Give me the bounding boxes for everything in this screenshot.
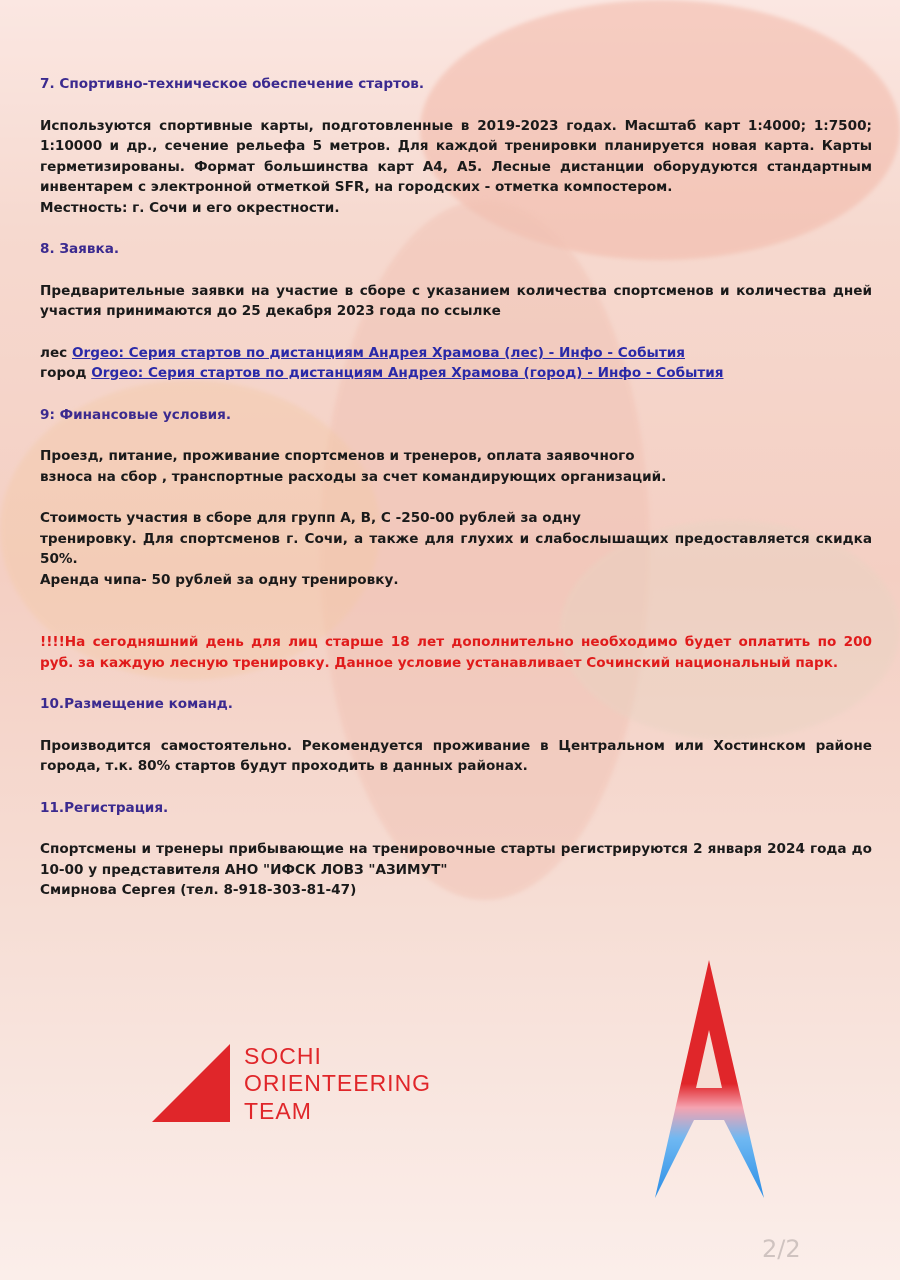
logo-line3: TEAM (244, 1098, 312, 1124)
section9-text1-line1: Проезд, питание, проживание спортсменов и тренеров, оплата заявочного (40, 448, 635, 464)
azimut-a-logo-icon (652, 960, 767, 1200)
section7-heading: 7. Спортивно-техническое обеспечение стартов. (40, 76, 425, 92)
section10-heading: 10.Размещение команд. (40, 696, 233, 712)
forest-prefix: лес (40, 344, 68, 361)
section11-contact: Смирнова Сергея (тел. 8-918-303-81-47) (40, 882, 357, 898)
section8-text: Предварительные заявки на участие в сборе с указанием количества спортсменов и количества дней участия принимаются до 25 декабря 2023 года по ссылке (40, 282, 872, 319)
section7-text: Используются спортивные карты, подготовленные в 2019-2023 годах. Масштаб карт 1:4000; 1:7500; 1:10000 и др., сечение рельефа 5 метров. Для каждой тренировки планируется новая карта. Карты герметизированы. Формат большинства карт А4, А5. Лесные дистанции оборудуются стандартным инвентарем с электронной отметкой SFR, на городских - отметка компостером. (40, 117, 872, 195)
forest-link-line (40, 343, 872, 364)
section9-chip: Аренда чипа- 50 рублей за одну тренировку. (40, 571, 399, 588)
logo-line2: ORIENTEERING (244, 1070, 432, 1096)
sochi-orienteering-logo (152, 1042, 472, 1132)
section11-text: Спортсмены и тренеры прибывающие на тренировочные старты регистрируются 2 января 2024 года до 10-00 у представителя АНО "ИФСК ЛОВЗ "АЗИМУТ" (40, 841, 872, 878)
forest-registration-link[interactable]: Orgeo: Серия стартов по дистанциям Андрея Храмова (лес) - Инфо - События (71, 344, 685, 361)
section7-terrain: Местность: г. Сочи и его окрестности. (40, 199, 340, 216)
national-park-warning: !!!!На сегодняшний день для лиц старше 18 лет дополнительно необходимо будет оплатить по 200 руб. за каждую лесную тренировку. Данное условие устанавливает Сочинский национальный парк. (40, 634, 872, 671)
logo-line1: SOCHI (244, 1043, 322, 1069)
city-link-line (40, 363, 872, 384)
section9-text2-line1: Стоимость участия в сборе для групп А, В, С -250-00 рублей за одну (40, 510, 581, 526)
section9-text1-line2: взноса на сбор , транспортные расходы за счет командирующих организаций. (40, 468, 667, 485)
section11-heading: 11.Регистрация. (40, 799, 169, 816)
city-registration-link[interactable]: Orgeo: Серия стартов по дистанциям Андрея Храмова (город) - Инфо - События (91, 365, 724, 381)
section8-heading: 8. Заявка. (40, 241, 120, 257)
section10-text: Производится самостоятельно. Рекомендуется проживание в Центральном или Хостинском районе города, т.к. 80% стартов будут проходить в данных районах. (40, 737, 872, 774)
page-number: 2/2 (762, 1235, 801, 1263)
logo-triangle-icon (152, 1044, 230, 1122)
city-prefix: город (40, 365, 87, 381)
document-body (40, 74, 872, 901)
section9-text2-rest: тренировку. Для спортсменов г. Сочи, а также для глухих и слабослышащих предоставляется скидка 50%. (40, 530, 872, 567)
section9-heading: 9: Финансовые условия. (40, 406, 232, 423)
